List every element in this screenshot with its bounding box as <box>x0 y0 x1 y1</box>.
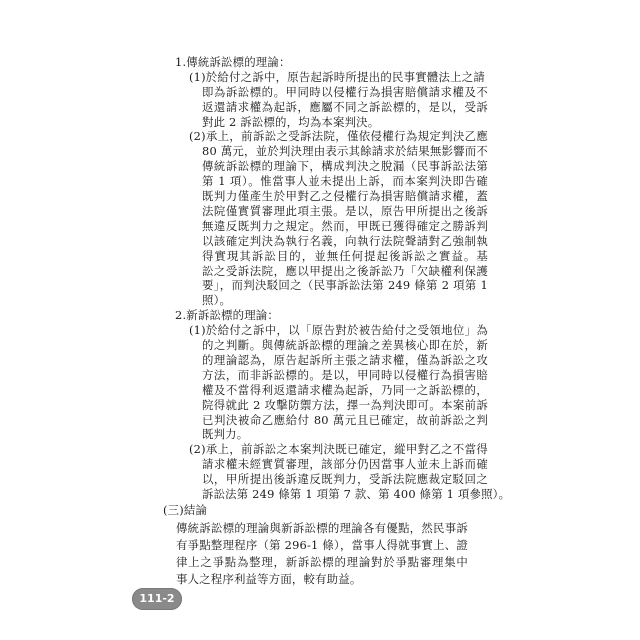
conclusion-line: 有爭點整理程序（第 296-1 條），當事人得就事實上、證 <box>176 538 468 552</box>
text-line: 院得就此 2 攻擊防禦方法，擇一為判決即可。本案前訴 <box>202 397 488 412</box>
text-line: 對此 2 訴訟標的，均為本案判決。 <box>202 114 380 129</box>
text-line: (2)承上，前訴訟之受訴法院，僅依侵權行為規定判決乙應 <box>189 129 488 144</box>
text-line: 的理論認為，原告起訴所主張之請求權，僅為訴訟之攻 <box>202 352 488 367</box>
conclusion-line: 事人之程序利益等方面，較有助益。 <box>176 572 362 586</box>
text-line: (1)於給付之訴中，原告起訴時所提出的民事實體法上之請 <box>189 69 485 84</box>
text-line: 2.新訴訟標的理論： <box>175 308 279 323</box>
text-line: 訴訟法第 249 條第 1 項第 7 款、第 400 條第 1 項參照）。 <box>202 487 511 501</box>
text-line: 80 萬元，並於判決理由表示其餘請求於結果無影響而不 <box>202 144 488 159</box>
conclusion-line: 傳統訴訟標的理論與新訴訟標的理論各有優點，然民事訴 <box>176 521 468 535</box>
page-number-badge: 111-2 <box>132 588 182 610</box>
text-line: 傳統訴訟標的理論下，構成判決之脫漏（民事訴訟法第 <box>202 159 488 174</box>
text-line: 照）。 <box>202 293 232 308</box>
text-line: 以該確定判決為執行名義，向執行法院聲請對乙強制執 <box>202 233 488 248</box>
text-line: 返還請求權為起訴，應屬不同之訴訟標的，是以，受訴 <box>202 99 488 114</box>
text-line: 以，甲所提出後訴違反既判力，受訴法院應裁定駁回之 <box>202 472 488 487</box>
text-line: 請求權未經實質審理，該部分仍因當事人並未上訴而確 <box>202 457 488 472</box>
text-line: 要」，而判決駁回之（民事訴訟法第 249 條第 2 項第 1 <box>202 278 488 293</box>
text-line: (2)承上，前訴訟之本案判決既已確定，縱甲對乙之不當得 <box>189 442 488 457</box>
text-line: (1)於給付之訴中，以「原告對於被告給付之受領地位」為 <box>189 323 488 338</box>
text-line: 即為訴訟標的。甲同時以侵權行為損害賠償請求權及不 <box>202 84 488 99</box>
text-line: 既判力。 <box>202 427 249 442</box>
text-line: 得實現其訴訟目的，並無任何提起後訴訟之實益。基 <box>202 248 488 263</box>
text-line: 法院僅實質審理此項主張。是以，原告甲所提出之後訴 <box>202 203 488 218</box>
conclusion-line: 律上之爭點為整理，新訴訟標的理論對於爭點審理集中 <box>176 555 468 569</box>
section-heading: (三)結論 <box>163 503 208 517</box>
text-line: 第 1 項）。惟當事人並未提出上訴，而本案判決即告確 <box>202 174 488 189</box>
text-line: 1.傳統訴訟標的理論： <box>175 55 291 69</box>
text-line: 無違反既判力之規定。然而，甲既已獲得確定之勝訴判 <box>202 218 488 233</box>
text-line: 的之判斷。與傳統訴訟標的理論之差異核心即在於，新 <box>202 338 488 353</box>
text-line: 已判決被命乙應給付 80 萬元且已確定，故前訴訟之判 <box>202 412 488 427</box>
text-line: 權及不當得利返還請求權為起訴，乃同一之訴訟標的， <box>202 382 488 397</box>
text-line: 既判力僅產生於甲對乙之侵權行為損害賠償請求權，蓋 <box>202 189 488 204</box>
text-line: 訟之受訴法院，應以甲提出之後訴訟乃「欠缺權利保護 <box>202 263 488 278</box>
text-line: 方法，而非訴訟標的。是以，甲同時以侵權行為損害賠 <box>202 367 488 382</box>
